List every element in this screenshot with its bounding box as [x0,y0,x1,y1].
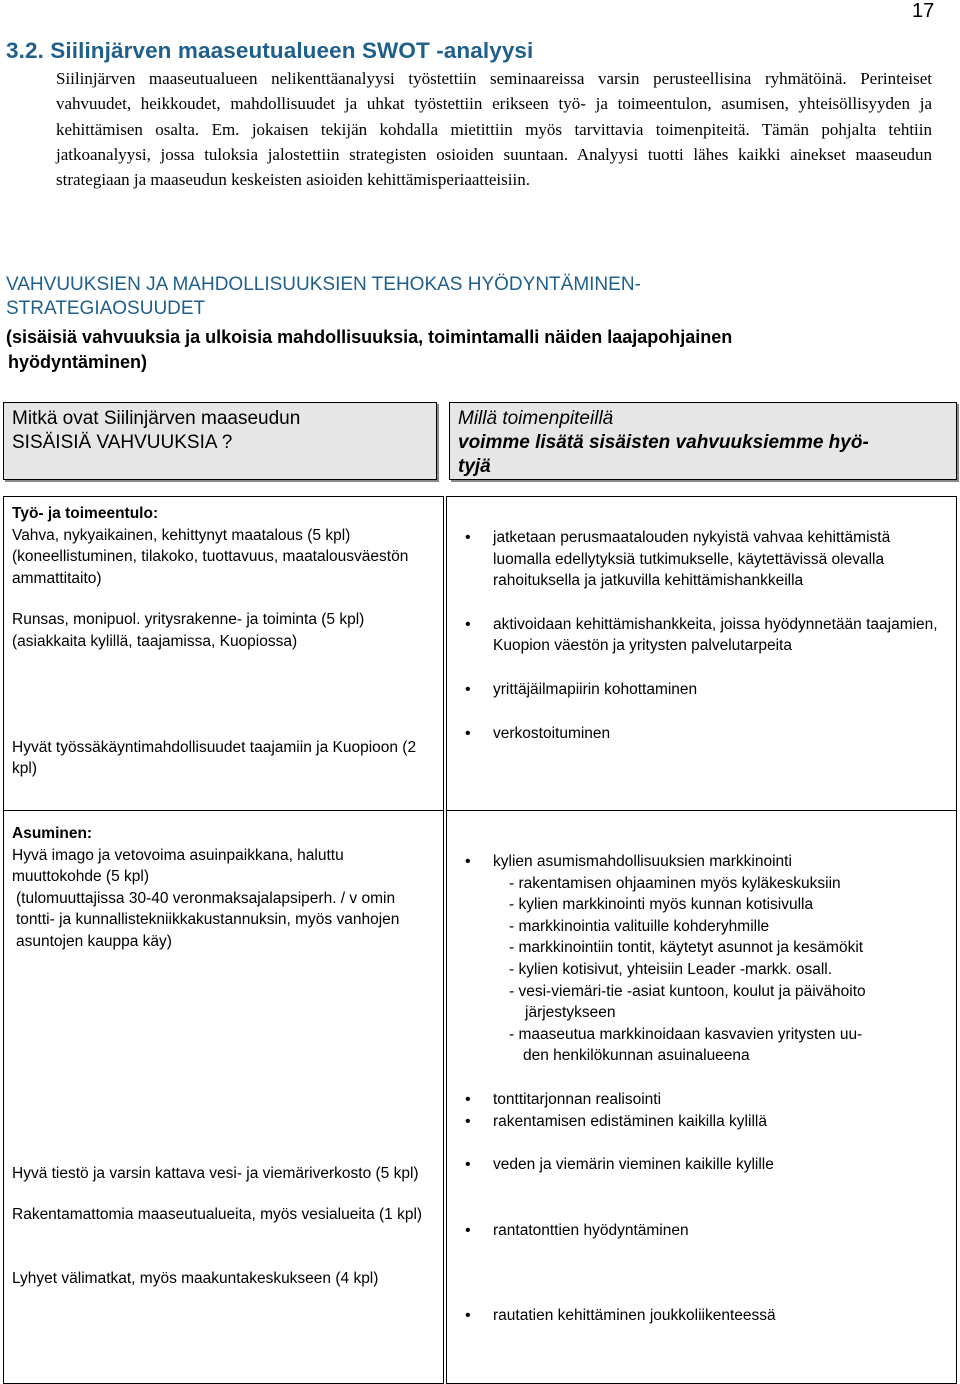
list-item-text: rautatien kehittäminen joukkoliikenteessä [493,1307,776,1325]
living-actions-list [457,851,948,873]
left-header-line2: SISÄISIÄ VAHVUUKSIA ? [12,432,233,453]
bullet-icon: • [465,1156,471,1174]
bullet-icon: • [465,529,471,546]
work-item-3: Hyvät työssäkäyntimahdollisuudet taajamiin ja Kuopioon (2 kpl) [12,738,417,778]
living-item-1b: (tulomuuttajissa 30-40 veronmaksajalapsiperh. / v omin tontti- ja kunnallistekniikkakustannuksin, myös vanhojen asuntojen kauppa käy) [16,889,400,950]
list-item [457,1154,948,1176]
bullet-icon: • [465,615,471,633]
bullet-icon: • [465,680,471,698]
sub-item: - kylien kotisivut, yhteisiin Leader -markk. osall. [509,960,833,978]
strategy-subtitle-line2: hyödyntäminen) [8,352,148,372]
list-item [457,679,948,701]
bullet-icon: • [465,1112,471,1130]
list-item-text: rakentamisen edistäminen kaikilla kylillä [493,1112,767,1130]
right-header-line1: Millä toimenpiteillä [458,408,614,429]
bullet-icon: • [465,724,471,742]
right-header-line2: voimme lisätä sisäisten vahvuuksiemme hyö- [458,432,869,453]
list-item-text: kylien asumismahdollisuuksien markkinointi [493,853,792,870]
work-actions-list [457,527,948,744]
sub-item: - markkinointia valituille kohderyhmille [509,917,770,935]
right-column-header [449,402,957,480]
bullet-icon: • [465,1090,471,1108]
sub-item: den henkilökunnan asuinalueena [523,1047,750,1065]
right-cell-living [446,811,957,1384]
list-item [457,723,948,745]
list-item [457,1220,948,1242]
list-item-text: tonttitarjonnan realisointi [493,1090,662,1108]
living-item-1: Hyvä imago ja vetovoima asuinpaikkana, haluttu muuttokohde (5 kpl) [12,846,344,886]
list-item [457,1111,948,1133]
left-cell-living [3,811,444,1384]
list-item-text: aktivoidaan kehittämishankkeita, joissa hyödynnetään taajamien, Kuopion väestön ja yritysten palvelutarpeita [493,615,938,655]
bullet-icon: • [465,853,471,870]
strategy-subtitle-line1: (sisäisiä vahvuuksia ja ulkoisia mahdollisuuksia, toimintamalli näiden laajapohjainen [6,327,733,347]
living-item-4: Lyhyet välimatkat, myös maakuntakeskukseen (4 kpl) [12,1269,379,1287]
right-cell-work [446,496,957,811]
strategy-title-line1: VAHVUUKSIEN JA MAHDOLLISUUKSIEN TEHOKAS HYÖDYNTÄMINEN- [6,274,641,295]
strategy-subtitle [6,325,926,375]
section-title: 3.2. Siilinjärven maaseutualueen SWOT -analyysi [6,38,534,63]
bullet-icon: • [465,1221,471,1239]
sub-item: järjestykseen [525,1004,616,1022]
list-item-text: verkostoituminen [493,724,611,742]
list-item-text: rantatonttien hyödyntäminen [493,1221,689,1239]
sub-item: - maaseutua markkinoidaan kasvavien yritysten uu- [509,1025,863,1043]
living-sub-list [457,873,948,1067]
intro-paragraph: Siilinjärven maaseutualueen nelikenttäanalyysi työstettiin seminaareissa varsin perusteellisina ryhmätöinä. Perinteiset vahvuudet, heikkoudet, mahdollisuudet ja uhkat työstettiin erikseen työ- ja toimeentulon, asumisen, yhteisöllisyyden ja kehittämisen osalta. Em. jokaisen tekijän kohdalla mietittiin myös tarvittavia toimenpiteitä. Tämän pohjalta tehtiin jatkoanalyysi, jossa tuloksia jalostettiin strategisten osioiden suuntaan. Analyysi tuotti lähes kaikki ainekset maaseudun strategiaan ja maaseudun keskeisten asioiden kehittämisperiaatteisiin. [56,69,932,190]
page-number: 17 [912,0,935,22]
list-item-text: jatketaan perusmaatalouden nykyistä vahvaa kehittämistä luomalla edellytyksiä tutkimukselle, käytettävissä olevalla rahoituksella ja jatkuvilla kehittämishankkeilla [493,529,891,590]
work-item-1: Vahva, nykyaikainen, kehittynyt maatalous (5 kpl) (koneellistuminen, tilakoko, tuottavuus, maatalousväestön ammattitaito) [12,526,409,587]
work-heading: Työ- ja toimeentulo: [12,505,159,522]
living-item-3: Rakentamattomia maaseutualueita, myös vesialueita (1 kpl) [12,1206,423,1224]
bullet-icon: • [465,1307,471,1325]
sub-item: - vesi-viemäri-tie -asiat kuntoon, koulut ja päivähoito [509,982,866,1000]
sub-item: - markkinointiin tontit, käytetyt asunnot ja kesämökit [509,939,864,957]
work-item-2: Runsas, monipuol. yritysrakenne- ja toiminta (5 kpl) (asiakkaita kylillä, taajamissa, Kuopiossa) [12,611,365,650]
list-item [457,614,948,657]
living-heading: Asuminen: [12,825,93,842]
left-header-line1: Mitkä ovat Siilinjärven maaseudun [12,408,301,429]
list-item [457,527,948,592]
list-item [457,851,948,873]
list-item [457,1089,948,1111]
sub-item: - kylien markkinointi myös kunnan kotisivulla [509,896,814,914]
left-cell-work [3,496,444,811]
living-more-list [457,1089,948,1327]
sub-item: - rakentamisen ohjaaminen myös kyläkeskuksiin [509,874,841,892]
list-item-text: veden ja viemärin vieminen kaikille kylille [493,1156,774,1174]
list-item-text: yrittäjäilmapiirin kohottaminen [493,680,698,698]
list-item [457,1305,948,1327]
living-item-2: Hyvä tiestö ja varsin kattava vesi- ja viemäriverkosto (5 kpl) [12,1164,419,1182]
right-header-line3: tyjä [458,456,491,477]
strategy-title-line2: STRATEGIAOSUUDET [6,298,206,319]
left-column-header [3,402,437,480]
strategy-title [6,273,906,321]
